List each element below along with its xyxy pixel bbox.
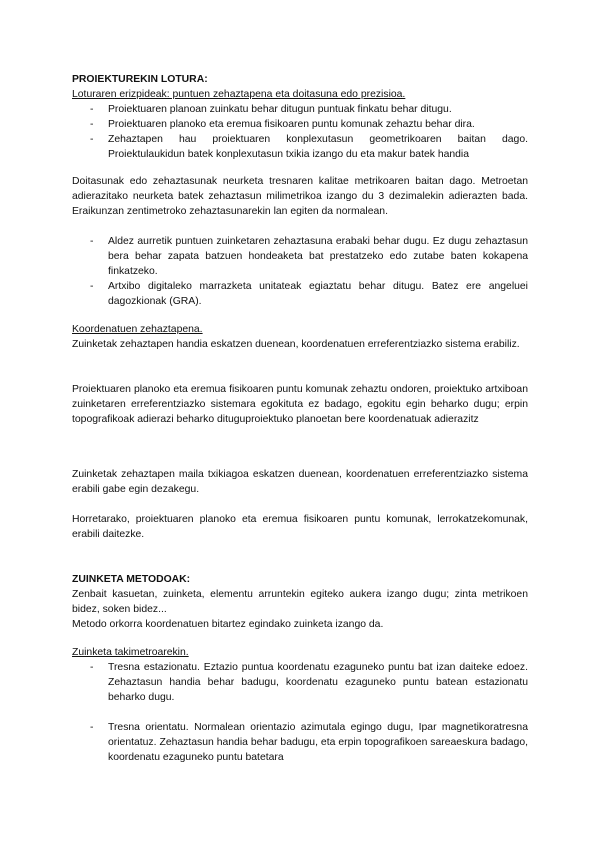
paragraph: Zuinketak zehaztapen maila txikiagoa eskatzen duenean, koordenatuen erreferentziazko sistema erabili gabe egin dezakegu. [72, 469, 528, 495]
list-item: - Tresna orientatu. Normalean orientazio azimutala egingo dugu, Ipar magnetikoratresna orientatuz. Zehaztasun handia behar badugu, eta erpin topografikoen sareaeskura badago, koordenatu ezaguneko puntu batetara [72, 720, 528, 765]
coordinates-subheading: Koordenatuen zehaztapena. [72, 324, 203, 335]
tacheometer-section [72, 645, 528, 765]
section-project-relation [72, 72, 528, 162]
paragraph: Zenbait kasuetan, zuinketa, elementu arruntekin egiteko aukera izango dugu; zinta metrikoen bidez, soken bidez... [72, 589, 528, 615]
section-heading: ZUINKETA METODOAK: [72, 574, 191, 585]
list-item: - Zehaztapen hau proiektuaren konplexutasun geometrikoaren baitan dago. Proiektulaukidun batek konplexutasun txikia izango du eta makur batek handia [72, 132, 528, 162]
list-item: - Artxibo digitaleko marrazketa unitateak egiaztatu behar ditugu. Batez ere angeluei dagozkionak (GRA). [72, 279, 528, 309]
lower-precision-block [72, 467, 528, 497]
precision-list-block [72, 234, 528, 309]
section-heading: PROIEKTUREKIN LOTURA: [72, 74, 208, 85]
criteria-list [72, 102, 528, 162]
precision-paragraph: Doitasunak edo zehaztasunak neurketa tresnaren kalitae metrikoaren baitan dago. Metroetan adierazitako neurketa batek zehaztasun milimetrikoa izango du 3 dezimalekin adierazten bada. Eraikunzan zentimetroko zehaztasunarekin lan egiten da normalean. [72, 176, 528, 217]
list-item: - Aldez aurretik puntuen zuinketaren zehaztasuna erabaki behar dugu. Ez dugu zehaztasun bera behar zapata batzuen hondeaketa bat prestatzeko edo zutabe baten kokapena finkatzeko. [72, 234, 528, 279]
paragraph: Horretarako, proiektuaren planoko eta eremua fisikoaren puntu komunak, lerrokatzekomunak, erabili daitezke. [72, 514, 528, 540]
list-item: - Proiektuaren planoan zuinkatu behar ditugun puntuak finkatu behar ditugu. [72, 102, 528, 117]
paragraph: Zuinketak zehaztapen handia eskatzen duenean, koordenatuen erreferentziazko sistema erabiliz. [72, 339, 520, 350]
precision-paragraph-block [72, 174, 528, 219]
tacheometer-list [72, 660, 528, 765]
coordinates-paragraph-block [72, 382, 528, 427]
section-coordinates [72, 322, 528, 352]
paragraph: Metodo orkorra koordenatuen bitartez egindako zuinketa izango da. [72, 619, 384, 630]
paragraph: Proiektuaren planoko eta eremua fisikoaren puntu komunak zehaztu ondoren, proiektuko artxiboan zuinketaren erreferentziazko sistemara egokituta ez badago, egokitu egin beharko dugu; erpin topografikoak adierazi beharko dituguproiektuko planoetan bere koordenatuak adierazitz [72, 384, 528, 425]
alignment-block [72, 512, 528, 542]
list-item: - Proiektuaren planoko eta eremua fisikoaren puntu komunak zehaztu behar dira. [72, 117, 528, 132]
precision-list [72, 234, 528, 309]
criteria-subheading: Loturaren erizpideak: puntuen zehaztapena eta doitasuna edo prezisioa. [72, 89, 406, 100]
tacheometer-subheading: Zuinketa takimetroarekin. [72, 647, 189, 658]
section-methods [72, 572, 528, 632]
list-item: - Tresna estazionatu. Eztazio puntua koordenatu ezaguneko puntu bat izan daiteke edoez. Zehaztasun handia behar badugu, koordenatu ezaguneko puntu batean estazionatu beharko dugu. [72, 660, 528, 705]
